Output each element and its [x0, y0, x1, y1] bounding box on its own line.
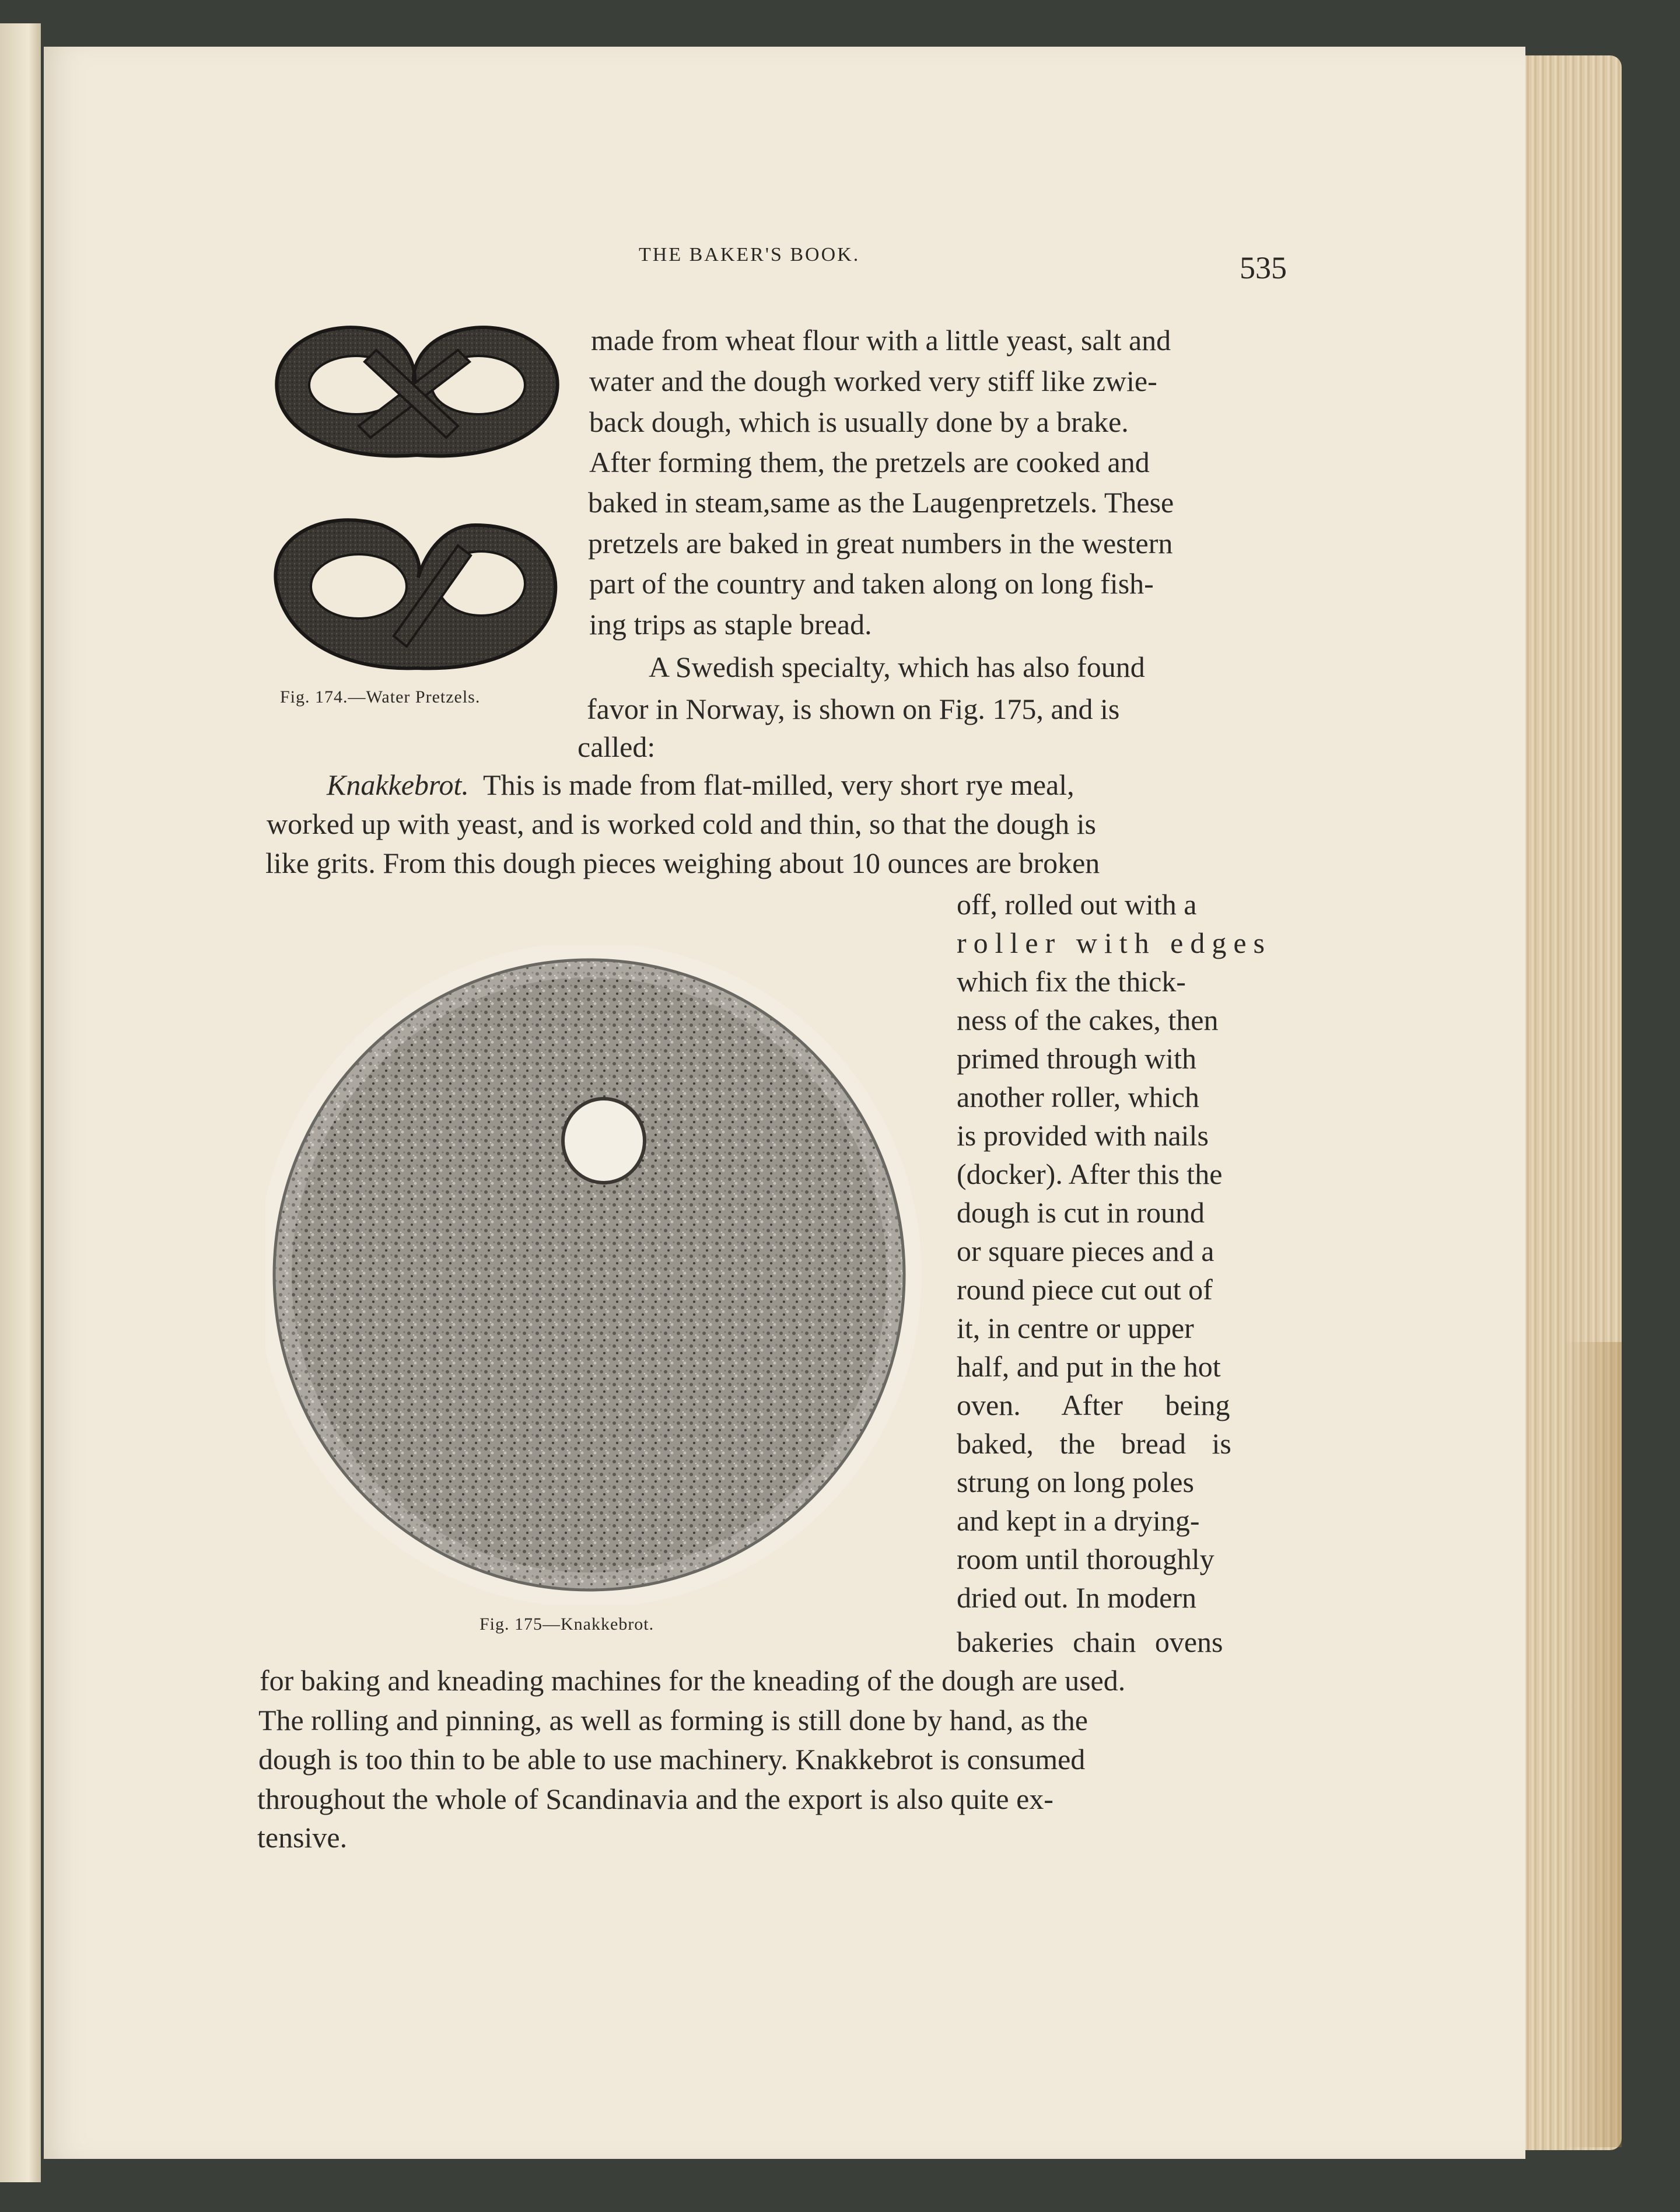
crispbread-icon — [274, 960, 904, 1590]
text-line: part of the country and taken along on long fish- — [589, 567, 1154, 600]
text-line: baked, the bread is — [957, 1427, 1231, 1460]
pretzel-icon — [276, 327, 557, 456]
pretzel-figure — [265, 309, 569, 694]
run-in-heading: Knakkebrot. — [327, 768, 469, 801]
text-line: A Swedish specialty, which has also found — [649, 651, 1145, 683]
text-line: it, in centre or upper — [957, 1312, 1194, 1344]
left-page-binding — [0, 23, 41, 2182]
text-line: another roller, which — [957, 1081, 1199, 1113]
text-line: which fix the thick- — [957, 965, 1186, 998]
text-line: roller with edges — [957, 927, 1272, 959]
text-line: and kept in a drying- — [957, 1504, 1200, 1537]
text-line: ing trips as staple bread. — [589, 608, 872, 641]
pretzel-icon — [275, 520, 555, 668]
text-line: oven. After being — [957, 1389, 1230, 1421]
text-line: strung on long poles — [957, 1466, 1194, 1498]
text-line: primed through with — [957, 1042, 1197, 1075]
figure-175-caption: Fig. 175—Knakkebrot. — [480, 1615, 654, 1634]
text-line: like grits. From this dough pieces weighing about 10 ounces are broken — [265, 847, 1100, 879]
running-head: THE BAKER'S BOOK. — [639, 244, 860, 265]
text-line: worked up with yeast, and is worked cold and thin, so that the dough is — [267, 808, 1096, 840]
text-line: pretzels are baked in great numbers in the western — [588, 527, 1173, 560]
text-line: ness of the cakes, then — [957, 1004, 1219, 1036]
fore-edge-stain — [1563, 1342, 1622, 2147]
text-line: baked in steam,same as the Laugenpretzels. These — [588, 486, 1174, 519]
figure-174-caption: Fig. 174.—Water Pretzels. — [280, 687, 481, 707]
text-line: round piece cut out of — [957, 1273, 1213, 1306]
text-line: called: — [578, 731, 656, 763]
text-line: tensive. — [257, 1821, 348, 1854]
text-line: off, rolled out with a — [957, 888, 1197, 921]
text-line: is provided with nails — [957, 1119, 1209, 1152]
text-line: made from wheat flour with a little yeast, salt and — [591, 324, 1171, 357]
text-line: The rolling and pinning, as well as forming is still done by hand, as the — [258, 1704, 1088, 1736]
text-line: throughout the whole of Scandinavia and the export is also quite ex- — [257, 1783, 1054, 1815]
text-line: (docker). After this the — [957, 1158, 1223, 1190]
text-line: room until thoroughly — [957, 1543, 1214, 1575]
text-line: water and the dough worked very stiff like zwie- — [589, 365, 1157, 397]
text-line: After forming them, the pretzels are cooked and — [589, 446, 1150, 478]
text-line: bakeries chain ovens — [957, 1626, 1223, 1658]
text-line: Knakkebrot. This is made from flat-milled, very short rye meal, — [327, 768, 1074, 801]
page-number: 535 — [1240, 250, 1287, 285]
text-line: back dough, which is usually done by a brake. — [589, 406, 1129, 438]
text-line: for baking and kneading machines for the kneading of the dough are used. — [260, 1664, 1126, 1697]
knakkebrot-figure — [265, 945, 925, 1605]
text-line: dried out. In modern — [957, 1581, 1197, 1614]
text-line: half, and put in the hot — [957, 1350, 1221, 1383]
text-line: dough is too thin to be able to use machinery. Knakkebrot is consumed — [258, 1743, 1086, 1776]
text-line: favor in Norway, is shown on Fig. 175, and is — [587, 693, 1120, 725]
text-line: or square pieces and a — [957, 1235, 1214, 1267]
text-line: dough is cut in round — [957, 1196, 1205, 1229]
